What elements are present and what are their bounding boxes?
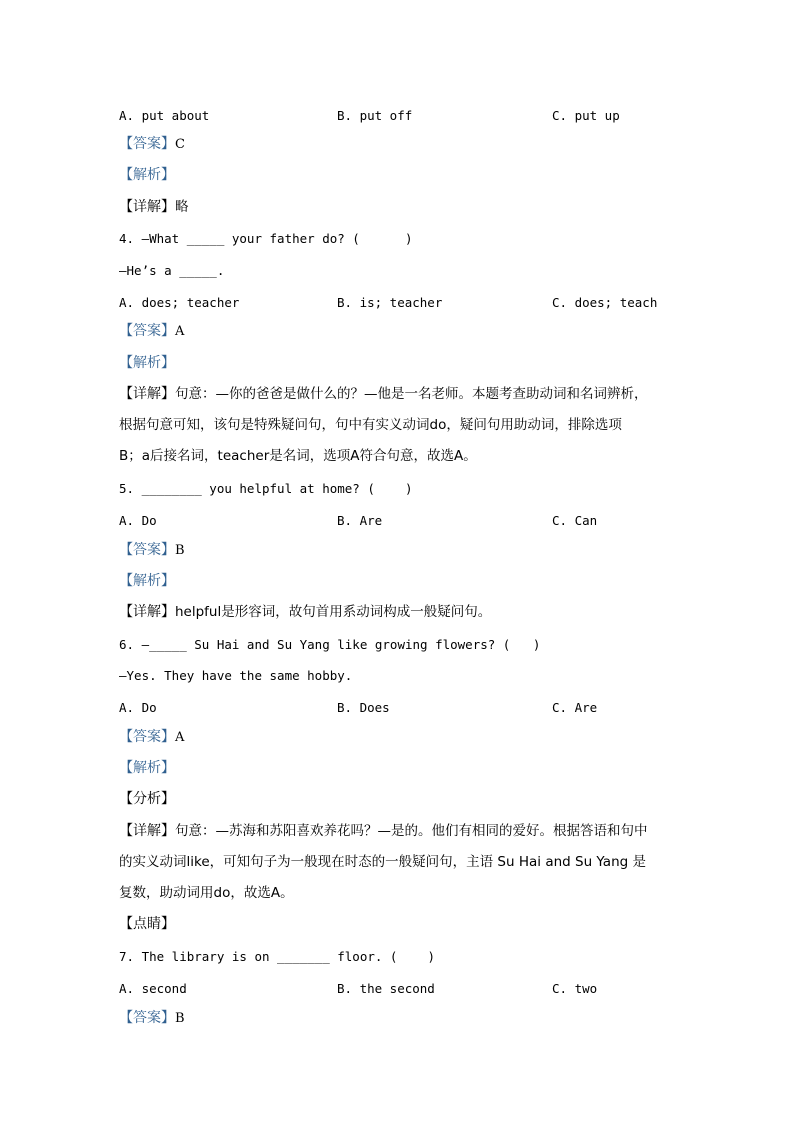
answer-tag: 【答案】 <box>119 323 175 339</box>
q7-option-a: A. second <box>119 981 187 996</box>
detail-tag: 【详解】 <box>119 604 175 620</box>
answer-tag: 【答案】 <box>119 729 175 745</box>
q4-answer <box>119 323 184 340</box>
q4-detail <box>119 386 648 403</box>
q6-option-a: A. Do <box>119 700 157 715</box>
detail-text: 略 <box>175 199 189 215</box>
q7-answer <box>119 1010 185 1027</box>
q4-detail-line-3: B；a后接名词，teacher是名词，选项A符合句意，故选A。 <box>119 448 477 464</box>
detail-tag: 【详解】 <box>119 386 175 402</box>
q5-option-b: B. Are <box>337 513 383 528</box>
detail-text: helpful是形容词，故句首用系动词构成一般疑问句。 <box>175 604 492 620</box>
q5-detail <box>119 604 491 621</box>
answer-tag: 【答案】 <box>119 542 175 558</box>
answer-tag: 【答案】 <box>119 1010 175 1026</box>
detail-tag: 【详解】 <box>119 199 175 215</box>
answer-tag: 【答案】 <box>119 136 175 152</box>
q4-stem-reply: —He’s a _____. <box>119 263 225 278</box>
q6-dianjing <box>119 916 175 933</box>
q4-option-c: C. does; teach <box>552 295 658 310</box>
q6-stem: 6. —_____ Su Hai and Su Yang like growing flowers? ( ) <box>119 637 541 652</box>
q3-option-b: B. put off <box>337 108 413 123</box>
q6-detail-line-3: 复数，助动词用do，故选A。 <box>119 885 294 901</box>
q4-stem: 4. —What _____ your father do? ( ) <box>119 231 413 246</box>
answer-value: C <box>175 137 185 152</box>
q5-option-a: A. Do <box>119 513 157 528</box>
q4-detail-line-2: 根据句意可知，该句是特殊疑问句，句中有实义动词do，疑问句用助动词，排除选项 <box>119 417 622 433</box>
q7-option-b: B. the second <box>337 981 435 996</box>
answer-value: A <box>175 730 185 745</box>
q3-detail <box>119 199 189 216</box>
q3-answer <box>119 136 185 153</box>
q3-option-c: C. put up <box>552 108 620 123</box>
analysis-tag: 【解析】 <box>119 573 175 589</box>
q6-option-c: C. Are <box>552 700 598 715</box>
q4-option-b: B. is; teacher <box>337 295 443 310</box>
answer-value: A <box>175 324 185 339</box>
q5-answer <box>119 542 185 559</box>
q4-analysis <box>119 355 175 372</box>
q4-option-a: A. does; teacher <box>119 295 240 310</box>
q6-stem-reply: —Yes. They have the same hobby. <box>119 668 353 683</box>
answer-value: B <box>175 543 185 558</box>
detail-text: 句意：—苏海和苏阳喜欢养花吗？—是的。他们有相同的爱好。根据答语和句中 <box>175 823 648 839</box>
detail-text: 句意：—你的爸爸是做什么的？—他是一名老师。本题考查助动词和名词辨析， <box>175 386 648 402</box>
q3-option-a: A. put about <box>119 108 210 123</box>
q5-stem: 5. ________ you helpful at home? ( ) <box>119 481 413 496</box>
q5-option-c: C. Can <box>552 513 598 528</box>
answer-value: B <box>175 1011 185 1026</box>
q6-fenxi <box>119 791 175 808</box>
q7-option-c: C. two <box>552 981 598 996</box>
q6-detail-line-2: 的实义动词like，可知句子为一般现在时态的一般疑问句，主语 Su Hai and Su Yang 是 <box>119 854 647 870</box>
fenxi-tag: 【分析】 <box>119 791 175 807</box>
q3-analysis <box>119 167 175 184</box>
q6-analysis <box>119 760 175 777</box>
q7-stem: 7. The library is on _______ floor. ( ) <box>119 949 436 964</box>
dianjing-tag: 【点睛】 <box>119 916 175 932</box>
analysis-tag: 【解析】 <box>119 760 175 776</box>
q5-analysis <box>119 573 175 590</box>
detail-tag: 【详解】 <box>119 823 175 839</box>
q6-detail <box>119 823 648 840</box>
analysis-tag: 【解析】 <box>119 167 175 183</box>
q6-option-b: B. Does <box>337 700 390 715</box>
analysis-tag: 【解析】 <box>119 355 175 371</box>
q6-answer <box>119 729 184 746</box>
